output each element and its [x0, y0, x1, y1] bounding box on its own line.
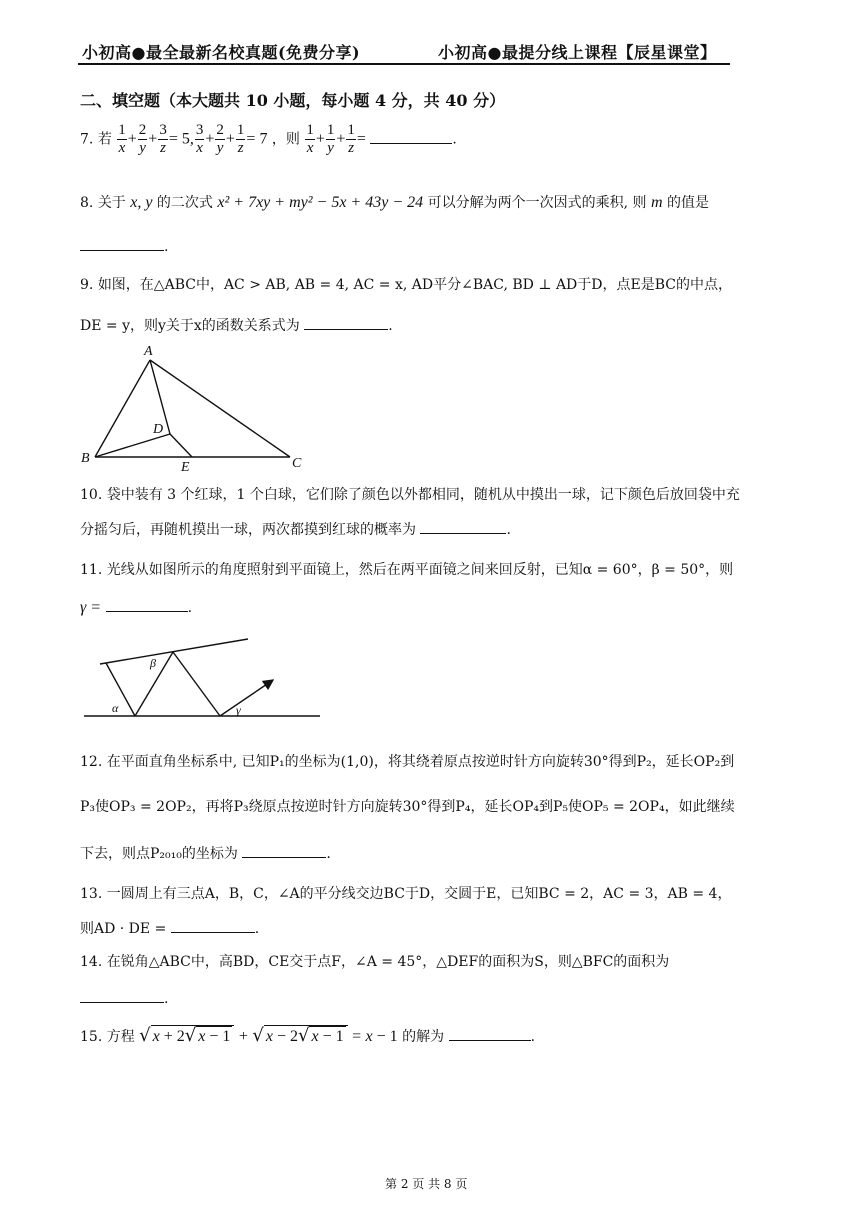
question-8: 8. 关于 x, y 的二次式 x² + 7xy + my² − 5x + 43y − 24 可以分解为两个一次因式的乘积, 则 m 的值是: [80, 194, 709, 211]
ray-4: [220, 680, 273, 716]
question-12: 12. 在平面直角坐标系中, 已知P₁的坐标为(1,0)，将其绕着原点按逆时针方向旋转30°得到P₂，延长OP₂到: [80, 754, 735, 770]
question-14: 14. 在锐角△ABC中，高BD，CE交于点F，∠A = 45°，△DEF的面积为S，则△BFC的面积为: [80, 954, 670, 970]
header-right: 小初高●最提分线上课程【辰星课堂】: [438, 43, 717, 62]
q7-number: 7.: [80, 131, 94, 148]
segment-ac: [150, 360, 290, 457]
label-alpha: α: [112, 701, 119, 715]
upper-mirror: [100, 639, 248, 664]
q14-answer-blank[interactable]: [80, 988, 164, 1003]
page-footer: 第 2 页 共 8 页: [385, 1177, 468, 1191]
label-c: C: [292, 456, 302, 471]
question-10: 10. 袋中装有 3 个红球，1 个白球，它们除了颜色以外都相同，随机从中摸出一球，记下颜色后放回袋中充: [80, 487, 740, 503]
q8-answer-blank[interactable]: [80, 236, 164, 251]
label-beta: β: [150, 656, 156, 670]
question-15: 15. 方程 √ x + 2√ x − 1 + √ x − 2√ x − 1 = x − 1 的解为 .: [80, 1025, 536, 1046]
segment-de: [170, 434, 192, 457]
ray-3: [173, 652, 220, 716]
ray-1: [106, 663, 135, 716]
label-b: B: [81, 451, 90, 466]
q7-text-a: 若: [97, 131, 112, 148]
question-13: 13. 一圆周上有三点A，B，C，∠A的平分线交边BC于D，交圆于E，已知BC = 2，AC = 3，AB = 4，: [80, 886, 732, 902]
q7-text-b: ，则: [271, 131, 300, 148]
label-gamma: γ: [236, 703, 241, 717]
sqrt-term-1: x + 2√ x − 1: [151, 1025, 235, 1047]
q9-answer-blank[interactable]: [304, 315, 388, 330]
q10-answer-blank[interactable]: [420, 519, 506, 534]
q9-triangle-figure: [78, 340, 318, 475]
q15-answer-blank[interactable]: [449, 1026, 531, 1041]
q8-polynomial: x² + 7xy + my² − 5x + 43y − 24: [217, 194, 424, 211]
q13-answer-blank[interactable]: [171, 918, 255, 933]
q12-answer-blank[interactable]: [242, 843, 326, 858]
sqrt-term-2: x − 2√ x − 1: [264, 1025, 348, 1047]
q11-mirror-figure: [78, 630, 328, 725]
label-d: D: [153, 422, 164, 437]
header-rule: [78, 63, 730, 65]
label-e: E: [181, 460, 190, 475]
question-11: 11. 光线从如图所示的角度照射到平面镜上，然后在两平面镜之间来回反射，已知α = 60°，β = 50°，则: [80, 562, 734, 578]
q11-answer-blank[interactable]: [106, 597, 188, 612]
q7-answer-blank[interactable]: [370, 129, 452, 144]
section-title: 二、填空题（本大题共 10 小题，每小题 4 分，共 40 分）: [80, 91, 506, 110]
header-left: 小初高●最全最新名校真题(免费分享): [82, 43, 361, 62]
question-7: 7. 若 $\frac{1}{x}$ + $\frac{2}{y}$ + $\frac{3}{z}$ = 5, $\frac{3}{x}$ + $\frac{2}{y}$ + $\frac{1}{z}$ = 7 ，则 $\frac{1}{x}$ + $\frac{1}{y}$ + $\frac{1}{z}$ = .: [80, 122, 457, 156]
label-a: A: [144, 344, 153, 359]
question-9: 9. 如图，在△ABC中，AC > AB, AB = 4, AC = x, AD平分∠BAC, BD ⊥ AD于D，点E是BC的中点，: [80, 277, 732, 293]
